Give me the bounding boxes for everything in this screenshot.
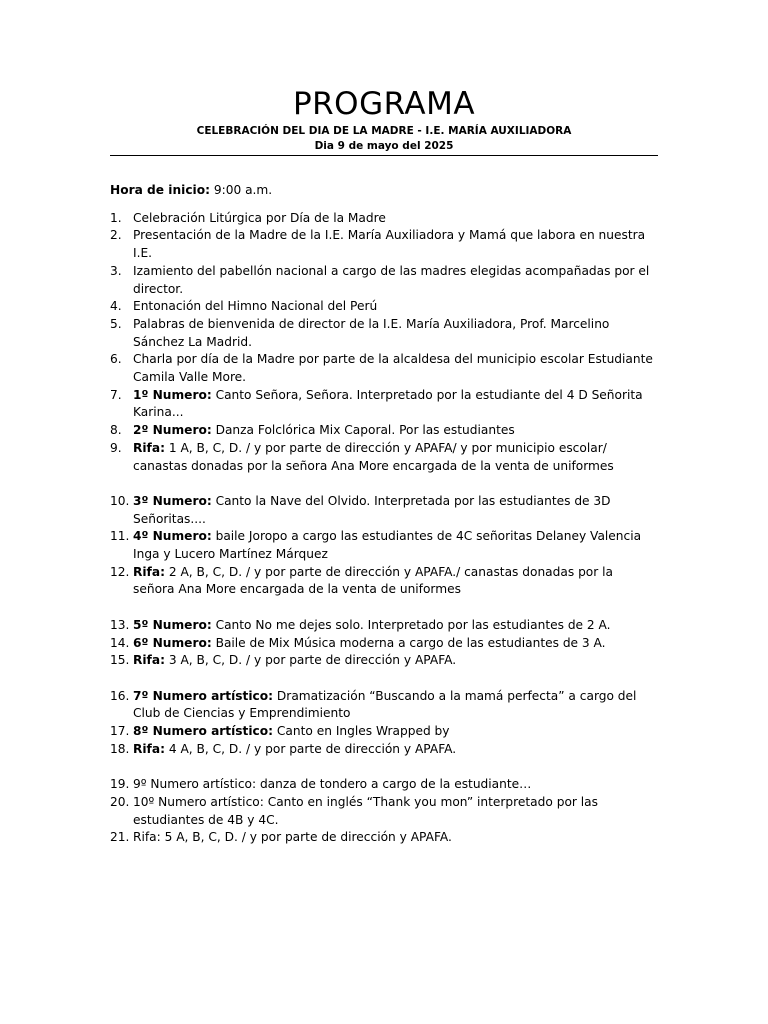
item-text: Presentación de la Madre de la I.E. María Auxiliadora y Mamá que labora en nuestra I.E.	[133, 228, 646, 261]
item-number: 2.	[110, 228, 122, 243]
item-number: 3.	[110, 263, 122, 278]
program-item	[110, 776, 658, 794]
item-number: 8.	[110, 423, 122, 438]
item-text: 4 A, B, C, D. / y por parte de dirección y APAFA.	[164, 741, 457, 756]
item-text: Charla por día de la Madre por parte de la alcaldesa del municipio escolar Estudiante Camila Valle More.	[133, 352, 653, 385]
document-page	[110, 86, 658, 847]
program-item	[110, 227, 658, 262]
item-number: 10.	[110, 493, 130, 508]
item-lead: Rifa:	[133, 440, 165, 455]
item-text: Entonación del Himno Nacional del Perú	[133, 299, 378, 314]
start-time-value: 9:00 a.m.	[209, 183, 273, 197]
program-item	[110, 422, 658, 440]
program-item	[110, 298, 658, 316]
program-item	[110, 794, 658, 829]
program-item	[110, 741, 658, 759]
item-lead: Rifa:	[133, 741, 165, 756]
program-item	[110, 210, 658, 228]
program-item	[110, 528, 658, 563]
program-item	[110, 351, 658, 386]
program-item	[110, 493, 658, 528]
program-item	[110, 688, 658, 723]
item-number: 7.	[110, 387, 122, 402]
page-title: PROGRAMA	[292, 86, 476, 122]
item-number: 20.	[110, 794, 130, 809]
item-number: 18.	[110, 741, 130, 756]
item-text: 9º Numero artístico: danza de tondero a cargo de la estudiante…	[133, 777, 532, 792]
item-lead: 1º Numero:	[133, 387, 212, 402]
header-divider	[110, 155, 658, 156]
item-text: Canto No me dejes solo. Interpretado por las estudiantes de 2 A.	[211, 617, 611, 632]
item-number: 13.	[110, 617, 130, 632]
item-text: Danza Folclórica Mix Caporal. Por las estudiantes	[211, 423, 515, 438]
program-item	[110, 564, 658, 599]
item-number: 17.	[110, 724, 130, 739]
item-text: Baile de Mix Música moderna a cargo de las estudiantes de 3 A.	[211, 635, 606, 650]
item-text: Canto Señora, Señora. Interpretado por la estudiante del 4 D Señorita Karina...	[133, 387, 643, 420]
item-number: 11.	[110, 529, 130, 544]
item-number: 16.	[110, 688, 130, 703]
item-text: Izamiento del pabellón nacional a cargo de las madres elegidas acompañadas por el director.	[133, 263, 650, 296]
program-item	[110, 829, 658, 847]
item-number: 4.	[110, 299, 122, 314]
item-text: Dramatización “Buscando a la mamá perfecta” a cargo del Club de Ciencias y Emprendimiento	[133, 688, 637, 721]
item-text: Celebración Litúrgica por Día de la Madre	[133, 210, 386, 225]
program-item	[110, 440, 658, 475]
program-item	[110, 635, 658, 653]
item-number: 15.	[110, 653, 130, 668]
program-list	[110, 210, 658, 847]
item-lead: 6º Numero:	[133, 635, 212, 650]
item-number: 9.	[110, 440, 122, 455]
program-item	[110, 263, 658, 298]
program-item	[110, 723, 658, 741]
item-lead: 5º Numero:	[133, 617, 212, 632]
item-text: Palabras de bienvenida de director de la I.E. María Auxiliadora, Prof. Marcelino Sánchez La Madrid.	[133, 316, 610, 349]
item-lead: 7º Numero artístico:	[133, 688, 274, 703]
item-lead: Rifa:	[133, 653, 165, 668]
start-time-label: Hora de inicio:	[110, 183, 210, 197]
item-number: 1.	[110, 210, 122, 225]
item-text: 1 A, B, C, D. / y por parte de dirección y APAFA/ y por municipio escolar/ canastas donadas por la señora Ana More encargada de la venta de uniformes	[133, 440, 614, 473]
item-text: Canto la Nave del Olvido. Interpretada por las estudiantes de 3D Señoritas....	[133, 493, 611, 526]
item-lead: Rifa:	[133, 564, 165, 579]
event-date: Dia 9 de mayo del 2025	[314, 140, 454, 152]
item-lead: 4º Numero:	[133, 529, 212, 544]
item-text: Canto en Ingles Wrapped by	[273, 724, 450, 739]
item-number: 5.	[110, 316, 122, 331]
item-text: 3 A, B, C, D. / y por parte de dirección y APAFA.	[164, 653, 457, 668]
item-lead: 3º Numero:	[133, 493, 212, 508]
item-number: 14.	[110, 635, 130, 650]
item-number: 21.	[110, 830, 130, 845]
item-lead: 2º Numero:	[133, 423, 212, 438]
program-item	[110, 652, 658, 670]
item-text: baile Joropo a cargo las estudiantes de 4C señoritas Delaney Valencia Inga y Lucero Martínez Márquez	[133, 529, 642, 562]
program-item	[110, 316, 658, 351]
item-number: 6.	[110, 352, 122, 367]
item-text: 10º Numero artístico: Canto en inglés “Thank you mon” interpretado por las estudiantes de 4B y 4C.	[133, 794, 598, 827]
item-lead: 8º Numero artístico:	[133, 724, 274, 739]
start-time	[110, 182, 658, 200]
item-text: Rifa: 5 A, B, C, D. / y por parte de dirección y APAFA.	[133, 830, 452, 845]
item-number: 19.	[110, 777, 130, 792]
item-text: 2 A, B, C, D. / y por parte de dirección y APAFA./ canastas donadas por la señora Ana More encargada de la venta de uniformes	[133, 564, 614, 597]
program-item	[110, 617, 658, 635]
event-subtitle: CELEBRACIÓN DEL DIA DE LA MADRE - I.E. MARÍA AUXILIADORA	[196, 125, 572, 137]
item-number: 12.	[110, 564, 130, 579]
program-item	[110, 387, 658, 422]
